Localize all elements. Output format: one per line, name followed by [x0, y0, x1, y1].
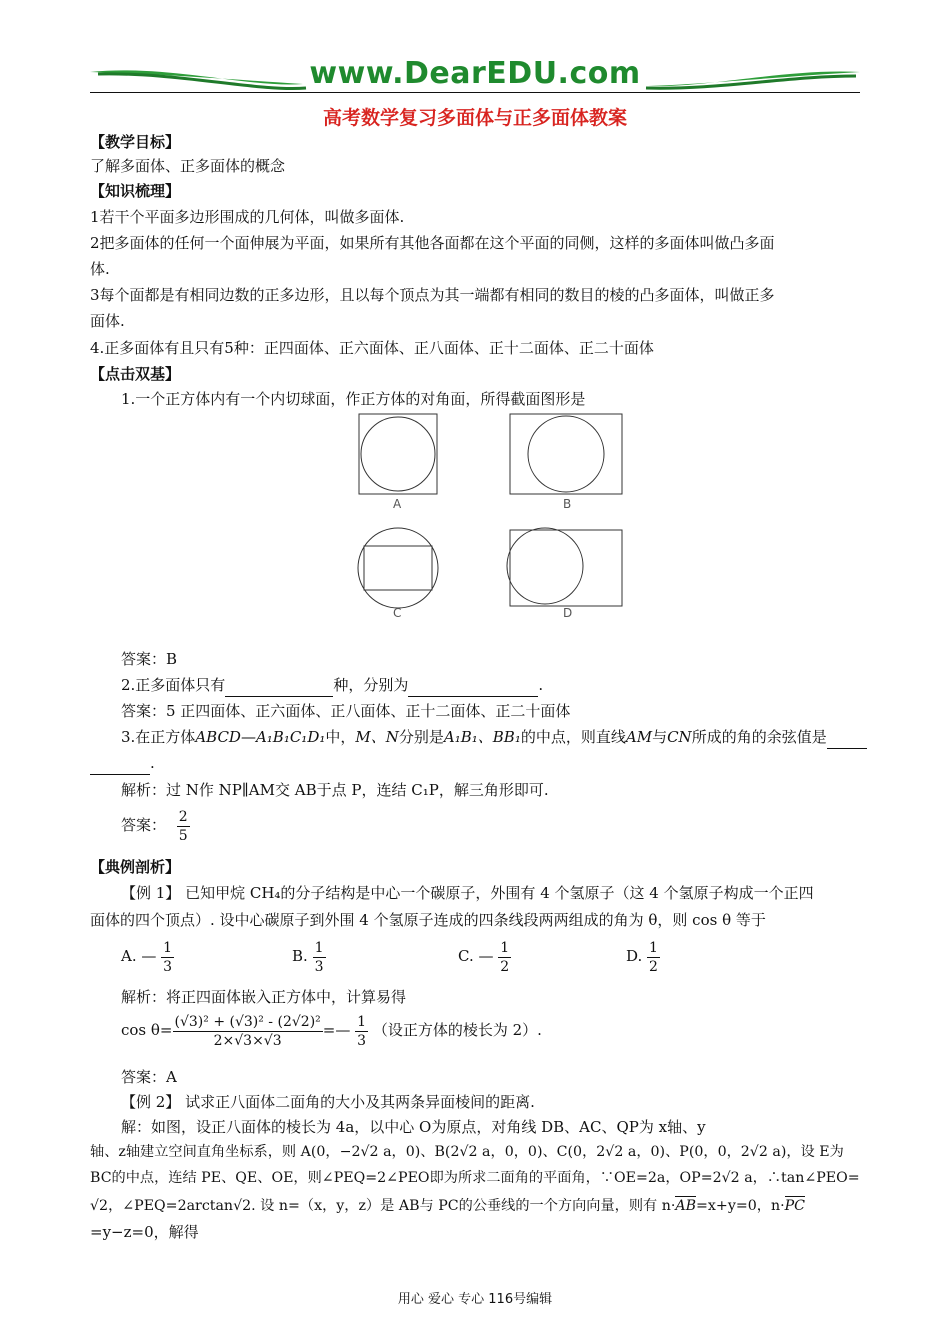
- q3-text-k: 所成的角的余弦值是: [691, 728, 827, 746]
- answer-2: 答案：5 正四面体、正六面体、正八面体、正十二面体、正二十面体: [121, 702, 571, 720]
- logo-text: www.DearEDU.com: [309, 56, 641, 91]
- page-title: 高考数学复习多面体与正多面体教案: [322, 107, 627, 129]
- knowledge-item-2a: 2把多面体的任何一个面伸展为平面，如果所有其他各面都在这个平面的同侧，这样的多面体叫做凸多面: [90, 234, 775, 252]
- section-heading-goal: 【教学目标】: [90, 133, 181, 151]
- figure-label-d: D: [563, 606, 573, 620]
- option-b: B. $\frac{1}{3}$: [292, 939, 324, 975]
- cos-note: （设正方体的棱长为 2）.: [372, 1021, 542, 1039]
- q3-line-cn: CN: [667, 728, 692, 746]
- answer-example-1: 答案：A: [121, 1068, 177, 1086]
- q3-cube: ABCD—A₁B₁C₁D₁: [195, 728, 326, 746]
- q2-part-a: 2.正多面体只有: [121, 676, 226, 694]
- question-2: [121, 674, 543, 697]
- header-rule: [90, 92, 860, 93]
- q2-blank-1: [225, 674, 333, 697]
- solution-2-line-1: 解：如图，设正八面体的棱长为 4a，以中心 O为原点，对角线 DB、AC、QP为 x轴、y: [121, 1118, 706, 1136]
- answer-1: 答案：B: [121, 650, 178, 668]
- figure-a: [359, 414, 437, 494]
- cos-fraction: $\frac{\text{(√3)² + (√3)² - (2√2)²}}{2\times√3\times√3}$: [174, 1013, 321, 1049]
- knowledge-item-4: 4.正多面体有且只有5种：正四面体、正六面体、正八面体、正十二面体、正二十面体: [90, 339, 654, 357]
- example-1-options: [121, 936, 174, 976]
- answer-3-label: 答案：: [121, 816, 167, 834]
- q2-blank-2: [408, 674, 538, 697]
- solution-2-line-4: √2，∠PEQ=2arctan√2. 设 n=（x，y，z）是 AB与 PC的公垂线的一个方向向量，则有 n·AB=x+y=0，n·PC: [90, 1195, 805, 1217]
- solution-2-line-3: BC的中点，连结 PE、QE、OE，则∠PEQ=2∠PEO即为所求二面角的平面角，∵OE=2a，OP=2√2 a，∴tan∠PEO=: [90, 1170, 860, 1186]
- cos-label: cos θ=: [121, 1021, 173, 1039]
- q3-text-i: 与: [652, 728, 668, 746]
- option-d: D. $\frac{1}{2}$: [626, 939, 658, 975]
- example-1-line-b: 面体的四个顶点）. 设中心碳原子到外围 4 个氢原子连成的四条线段两两组成的角为 θ，则 cos θ 等于: [90, 911, 766, 929]
- q3-edges: A₁B₁、BB₁: [443, 728, 521, 746]
- knowledge-item-3b: 面体.: [90, 312, 125, 330]
- section-figures: [355, 412, 625, 630]
- q3-text-a: 3.在正方体: [121, 728, 196, 746]
- figure-label-a: A: [393, 497, 402, 511]
- q3-blank-1: [827, 726, 867, 749]
- section-heading-knowledge: 【知识梳理】: [90, 182, 181, 200]
- question-3-cont: [90, 752, 155, 775]
- solution-3: 解析：过 N作 NP∥AM交 AB于点 P，连结 C₁P，解三角形即可.: [121, 781, 549, 799]
- solution-2-line-5: =y−z=0，解得: [90, 1223, 199, 1241]
- goal-text: 了解多面体、正多面体的概念: [90, 157, 286, 175]
- answer-3-num: 2: [178, 808, 188, 825]
- vector-ab: AB: [675, 1195, 696, 1217]
- q3-text-g: 的中点，则直线: [520, 728, 626, 746]
- answer-3: [121, 806, 190, 845]
- answer-3-fraction: [177, 808, 190, 845]
- option-c: C. — $\frac{1}{2}$: [458, 939, 510, 975]
- cos-result: $\frac{1}{3}$: [357, 1013, 367, 1049]
- figure-label-b: B: [563, 497, 572, 511]
- figure-d: [507, 528, 622, 606]
- page-footer: 用心 爱心 专心 116号编辑: [397, 1292, 553, 1307]
- example-1-line-a: 【例 1】 已知甲烷 CH₄的分子结构是中心一个碳原子，外围有 4 个氢原子（这 4 个氢原子构成一个正四: [121, 884, 814, 902]
- vector-pc: PC: [785, 1195, 805, 1217]
- solution-2-line-2: 轴、z轴建立空间直角坐标系，则 A(0，−2√2 a，0)、B(2√2 a，0，0)、C(0，2√2 a，0)、P(0，0，2√2 a)，设 E为: [90, 1144, 844, 1160]
- q3-blank-2: [90, 752, 150, 775]
- figure-label-c: C: [393, 606, 402, 620]
- question-3: [121, 726, 867, 749]
- figure-c: [358, 528, 438, 608]
- q3-points: M、N: [355, 728, 399, 746]
- q3-text-c: 中，: [325, 728, 356, 746]
- q2-part-c: .: [538, 676, 544, 694]
- q2-part-b: 种，分别为: [333, 676, 409, 694]
- q3-line-am: AM: [625, 728, 653, 746]
- cos-eq: =—: [322, 1021, 351, 1039]
- question-1: 1.一个正方体内有一个内切球面，作正方体的对角面，所得截面图形是: [121, 390, 586, 408]
- option-a: A. — $\frac{1}{3}$: [121, 939, 173, 975]
- section-heading-examples: 【典例剖析】: [90, 858, 181, 876]
- solution-1: 解析：将正四面体嵌入正方体中，计算易得: [121, 988, 407, 1006]
- cos-formula: [121, 1010, 542, 1050]
- q3-text-l: .: [150, 754, 155, 772]
- q3-text-e: 分别是: [398, 728, 444, 746]
- knowledge-item-2b: 体.: [90, 260, 110, 278]
- example-2: 【例 2】 试求正八面体二面角的大小及其两条异面棱间的距离.: [121, 1093, 535, 1111]
- section-heading-basics: 【点击双基】: [90, 365, 181, 383]
- figure-b: [510, 414, 622, 494]
- knowledge-item-3a: 3每个面都是有相同边数的正多边形，且以每个顶点为其一端都有相同的数目的棱的凸多面体，叫做正多: [90, 286, 775, 304]
- answer-3-den: 5: [178, 827, 188, 844]
- knowledge-item-1: 1若干个平面多边形围成的几何体，叫做多面体.: [90, 208, 405, 226]
